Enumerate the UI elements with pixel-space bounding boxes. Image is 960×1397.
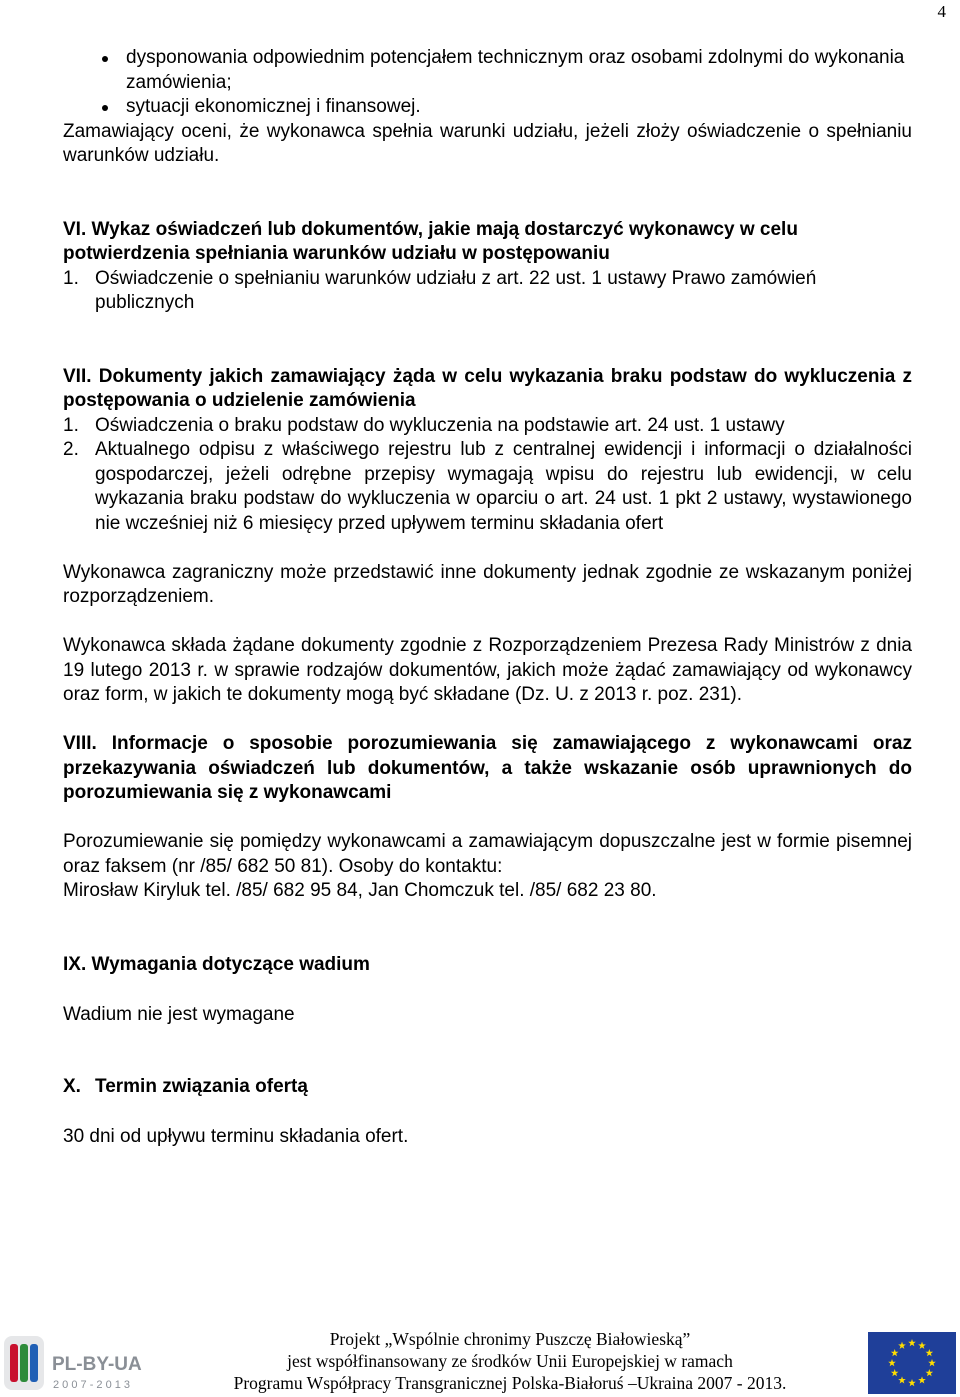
document-body (63, 46, 912, 1150)
section-title: Termin związania ofertą (95, 1075, 308, 1097)
numbered-item (63, 438, 912, 536)
section-title: Informacje o sposobie porozumiewania się zamawiającego z wykonawcami oraz przekazywania oświadczeń lub dokumentów, a także wskazanie osób uprawnionych do porozumiewania się z wykonawcami (63, 733, 912, 803)
section-number: VII. (63, 365, 92, 387)
conditions-paragraph: Zamawiający oceni, że wykonawca spełnia warunki udziału, jeżeli złoży oświadczenie o spełnianiu warunków udziału. (63, 120, 912, 166)
section-heading-viii (63, 732, 912, 806)
section-title: Wykaz oświadczeń lub dokumentów, jakie mają dostarczyć wykonawcy w celu potwierdzenia spełniania warunków udziału w postępowaniu (63, 218, 798, 264)
bullet-icon (102, 105, 108, 111)
section-number: VIII. (63, 733, 97, 754)
pl-by-ua-logo (2, 1332, 152, 1394)
section-number: X. (63, 1075, 81, 1097)
section-number: VI. (63, 218, 87, 240)
deposit-text: Wadium nie jest wymagane (63, 1004, 295, 1025)
bullet-icon (102, 56, 108, 62)
page-number: 4 (937, 2, 946, 21)
bullet-text: dysponowania odpowiednim potencjałem technicznym oraz osobami zdolnymi do wykonania zamówienia; (126, 47, 905, 93)
footer-line-3: Programu Współpracy Transgranicznej Polska-Białoruś –Ukraina 2007 - 2013. (233, 1373, 787, 1393)
foreign-contractor-paragraph: Wykonawca zagraniczny może przedstawić inne dokumenty jednak zgodnie ze wskazanym poniżej rozporządzeniem. (63, 561, 912, 607)
eu-flag-icon (868, 1332, 956, 1394)
bullet-text: sytuacji ekonomicznej i finansowej. (126, 96, 421, 117)
communication-paragraph: Porozumiewanie się pomiędzy wykonawcami a zamawiającym dopuszczalne jest w formie pisemnej oraz faksem (nr /85/ 682 50 81). Osoby do kontaktu: (63, 831, 912, 877)
item-number: 1. (63, 267, 79, 289)
item-number: 2. (63, 439, 79, 460)
section-number: IX. (63, 953, 87, 975)
section-heading-ix (63, 953, 912, 978)
section-heading-vi (63, 218, 912, 267)
item-text: Oświadczenie o spełnianiu warunków udziału z art. 22 ust. 1 ustawy Prawo zamówień publicznych (95, 267, 817, 313)
footer-text (190, 1328, 830, 1394)
list-item (63, 95, 912, 120)
binding-period-text: 30 dni od upływu terminu składania ofert. (63, 1126, 409, 1147)
regulation-paragraph: Wykonawca składa żądane dokumenty zgodnie z Rozporządzeniem Prezesa Rady Ministrów z dnia 19 lutego 2013 r. w sprawie rodzajów dokumentów, jakich może żądać zamawiający od wykonawcy oraz form, w jakich te dokumenty mogą być składane (Dz. U. z 2013 r. poz. 231). (63, 635, 912, 705)
logo-name: PL-BY-UA (52, 1354, 142, 1375)
numbered-item (63, 267, 912, 316)
item-number: 1. (63, 414, 79, 436)
section-heading-x (63, 1075, 912, 1100)
footer-line-2: jest współfinansowany ze środków Unii Europejskiej w ramach (287, 1351, 733, 1371)
list-item (63, 46, 912, 95)
item-text: Aktualnego odpisu z właściwego rejestru lub z centralnej ewidencji i informacji o działalności gospodarczej, jeżeli odrębne przepisy wymagają wpisu do rejestru lub ewidencji, w celu wykazania braku podstaw do wykluczenia w oparciu o art. 24 ust. 1 pkt 2 ustawy, wystawionego nie wcześniej niż 6 miesięcy przed upływem terminu składania ofert (95, 439, 912, 534)
footer-line-1: Projekt „Wspólnie chronimy Puszczę Białowieską” (329, 1329, 691, 1349)
section-title: Wymagania dotyczące wadium (91, 953, 370, 975)
page-footer (0, 1322, 960, 1397)
logo-years: 2 0 0 7 - 2 0 1 3 (53, 1379, 131, 1391)
section-title: Dokumenty jakich zamawiający żąda w celu wykazania braku podstaw do wykluczenia z postępowania o udzielenie zamówienia (63, 365, 912, 411)
contact-persons: Mirosław Kiryluk tel. /85/ 682 95 84, Jan Chomczuk tel. /85/ 682 23 80. (63, 880, 657, 901)
item-text: Oświadczenia o braku podstaw do wykluczenia na podstawie art. 24 ust. 1 ustawy (95, 414, 785, 436)
section-heading-vii (63, 365, 912, 414)
bullet-list (63, 46, 912, 120)
numbered-item (63, 414, 912, 439)
